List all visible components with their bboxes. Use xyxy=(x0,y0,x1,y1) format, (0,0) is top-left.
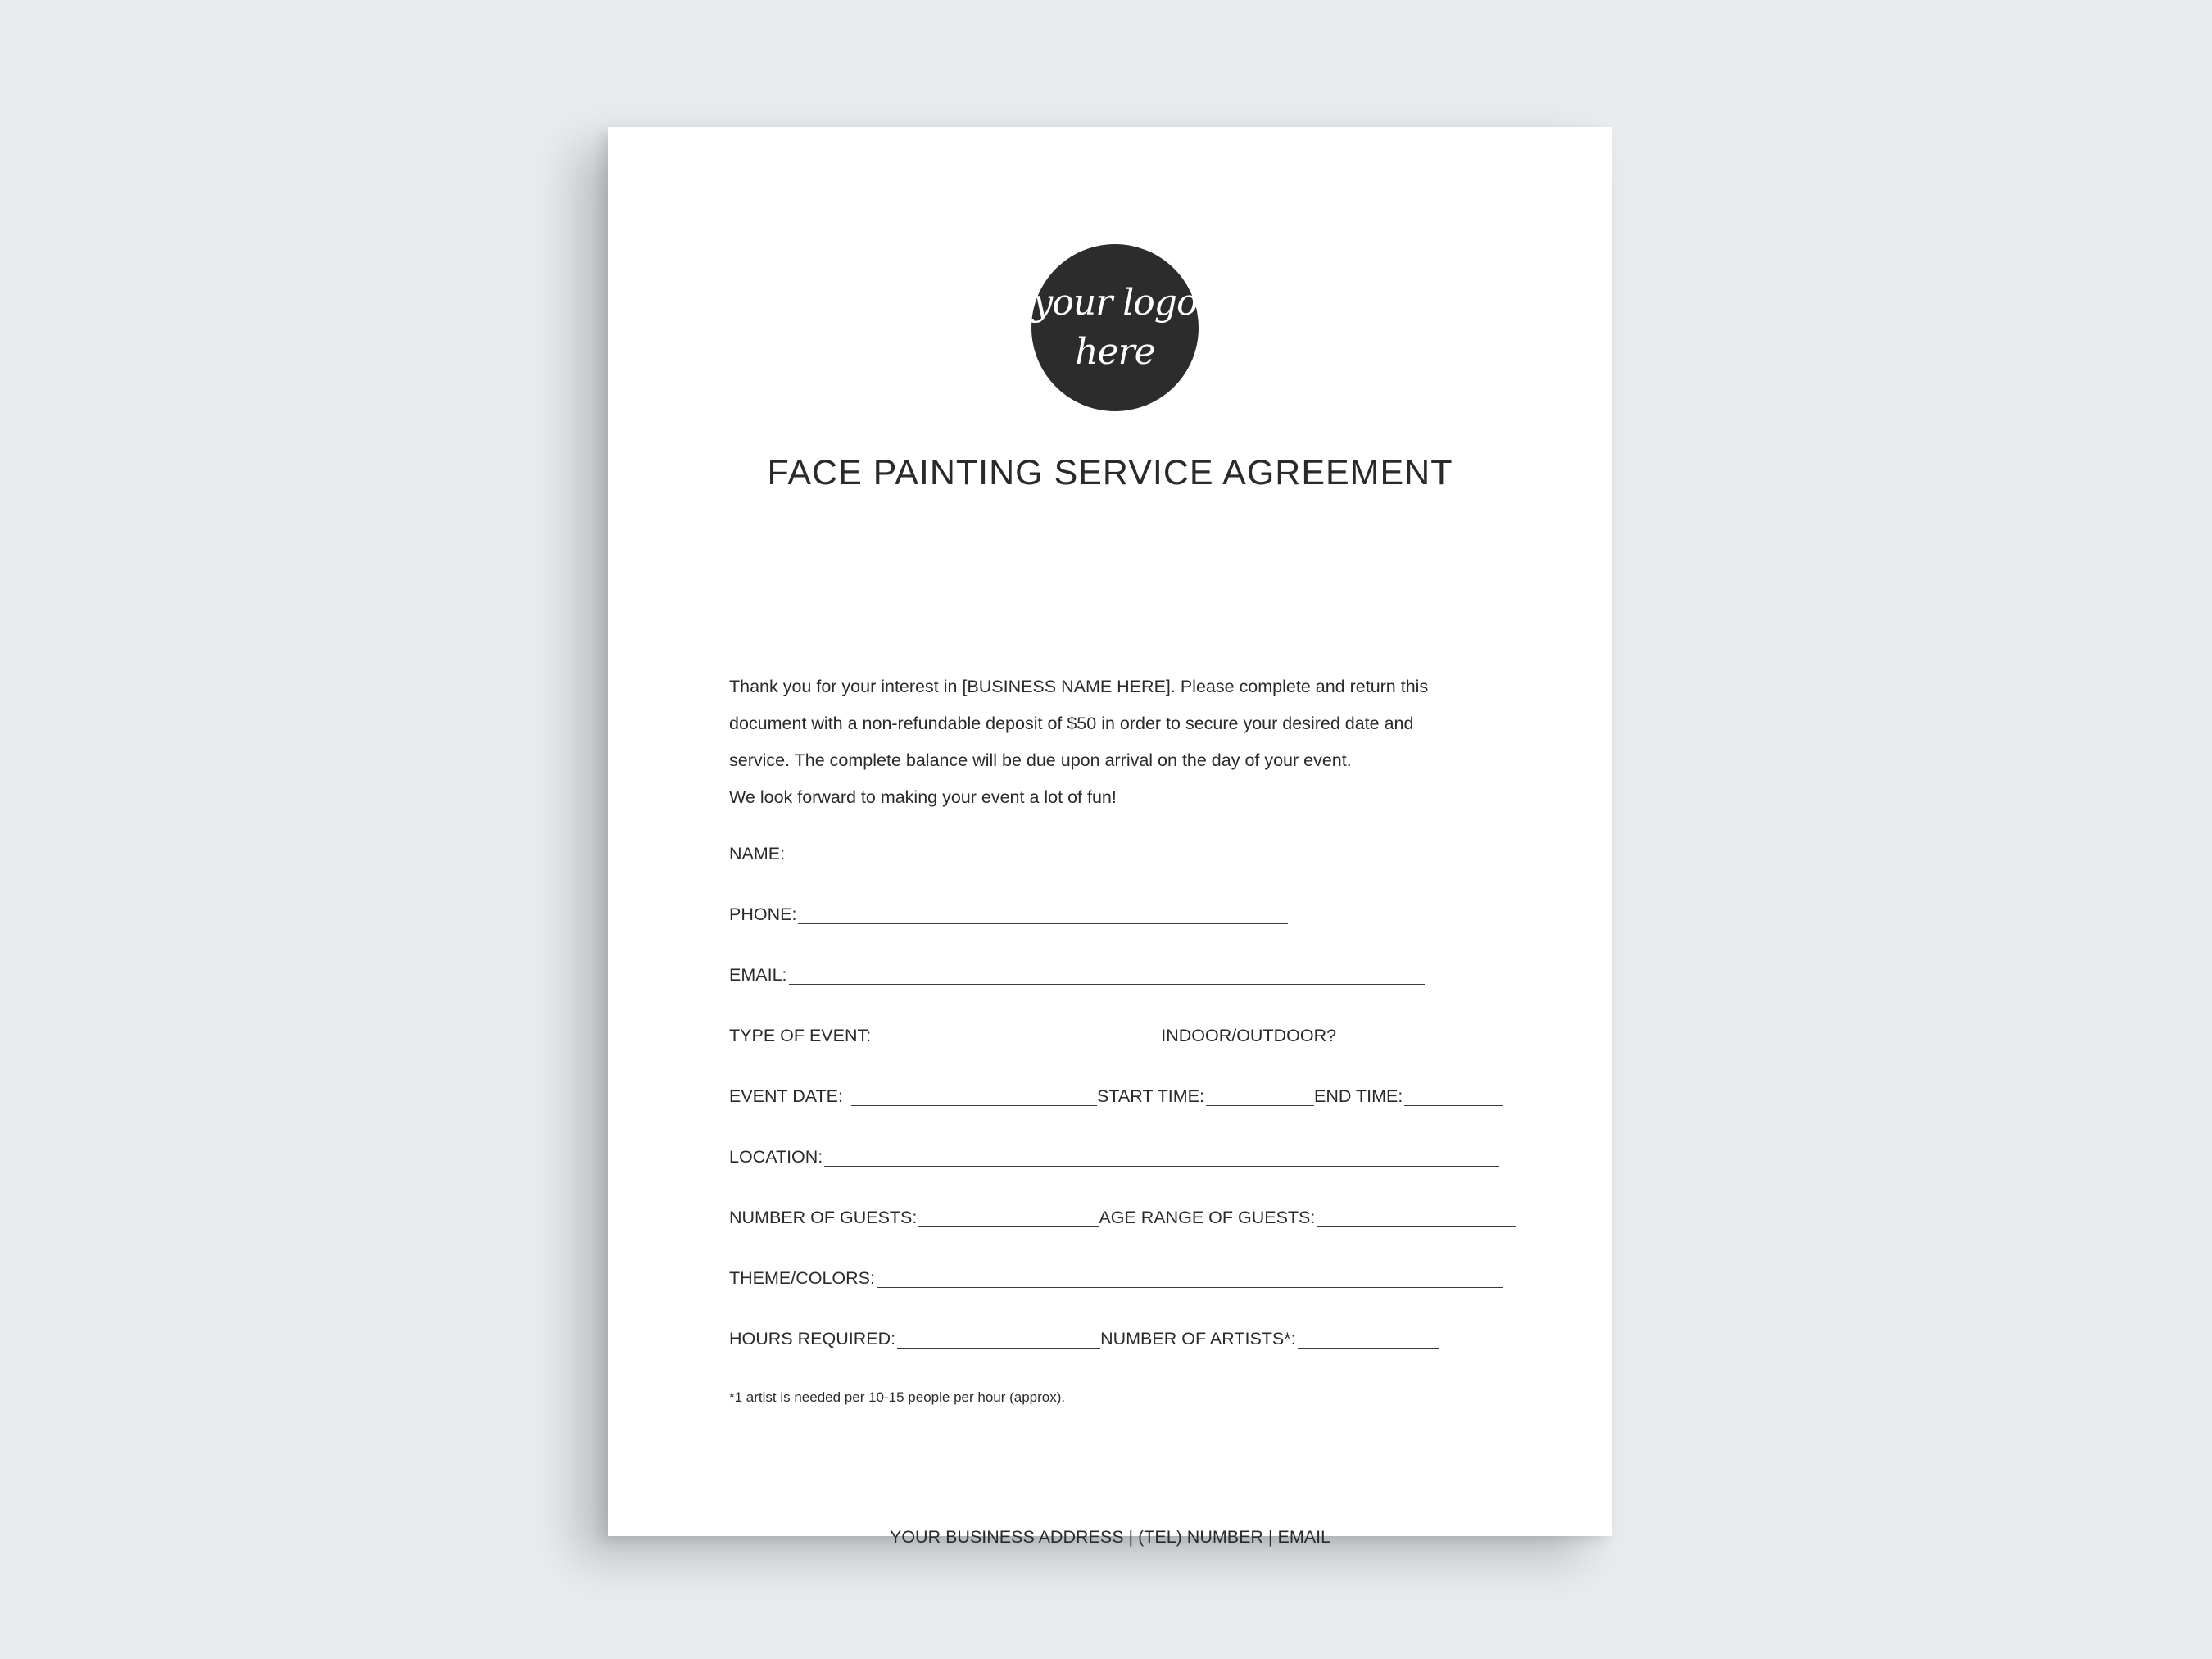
theme-colors-field[interactable] xyxy=(877,1271,1503,1288)
name-label: NAME: xyxy=(729,844,786,863)
intro-line: Thank you for your interest in [BUSINESS NAME HERE]. Please complete and return this xyxy=(729,677,1429,696)
email-row xyxy=(729,964,1425,986)
intro-line: document with a non-refundable deposit of $50 in order to secure your desired date and xyxy=(729,714,1414,733)
event-date-field[interactable] xyxy=(851,1089,1097,1106)
start-time-label: START TIME: xyxy=(1096,1086,1204,1106)
phone-label: PHONE: xyxy=(729,904,797,924)
event-time-row xyxy=(729,1086,1503,1107)
end-time-label: END TIME: xyxy=(1314,1086,1403,1106)
event-date-label: EVENT DATE: xyxy=(729,1086,843,1106)
type-of-event-field[interactable] xyxy=(873,1028,1161,1045)
type-of-event-label: TYPE OF EVENT: xyxy=(729,1026,872,1045)
number-of-guests-label: NUMBER OF GUESTS: xyxy=(729,1208,918,1227)
start-time-field[interactable] xyxy=(1206,1089,1314,1106)
document-title: FACE PAINTING SERVICE AGREEMENT xyxy=(767,453,1453,492)
indoor-outdoor-label: INDOOR/OUTDOOR? xyxy=(1161,1026,1337,1045)
indoor-outdoor-field[interactable] xyxy=(1338,1028,1510,1045)
logo-text: your logo here xyxy=(1032,282,1198,373)
agreement-page xyxy=(608,127,1612,1547)
guests-row xyxy=(729,1207,1516,1228)
location-label: LOCATION: xyxy=(729,1147,823,1167)
name-field[interactable] xyxy=(789,846,1495,863)
theme-colors-label: THEME/COLORS: xyxy=(729,1268,875,1288)
hours-required-label: HOURS REQUIRED: xyxy=(729,1329,896,1349)
theme-row xyxy=(729,1267,1503,1289)
number-of-artists-field[interactable] xyxy=(1298,1331,1439,1349)
name-row xyxy=(729,843,1495,864)
phone-row xyxy=(729,904,1288,925)
intro-line: service. The complete balance will be due upon arrival on the day of your event. xyxy=(729,750,1352,770)
number-of-guests-field[interactable] xyxy=(918,1210,1099,1227)
location-field[interactable] xyxy=(824,1149,1499,1167)
age-range-label: AGE RANGE OF GUESTS: xyxy=(1099,1208,1316,1227)
intro-paragraph xyxy=(729,669,1516,816)
number-of-artists-label: NUMBER OF ARTISTS*: xyxy=(1100,1329,1296,1349)
email-label: EMAIL: xyxy=(729,965,787,985)
age-range-field[interactable] xyxy=(1317,1210,1516,1227)
artist-note: *1 artist is needed per 10-15 people per hour (approx). xyxy=(729,1389,1066,1405)
hours-row xyxy=(729,1328,1439,1349)
event-type-row xyxy=(729,1025,1510,1046)
location-row xyxy=(729,1146,1499,1167)
business-footer: YOUR BUSINESS ADDRESS | (TEL) NUMBER | EMAIL xyxy=(889,1527,1331,1547)
email-field[interactable] xyxy=(789,968,1425,985)
logo-placeholder xyxy=(1031,244,1199,411)
phone-field[interactable] xyxy=(798,907,1288,924)
hours-required-field[interactable] xyxy=(897,1331,1100,1349)
end-time-field[interactable] xyxy=(1404,1089,1503,1106)
intro-line: We look forward to making your event a lot of fun! xyxy=(729,787,1117,807)
